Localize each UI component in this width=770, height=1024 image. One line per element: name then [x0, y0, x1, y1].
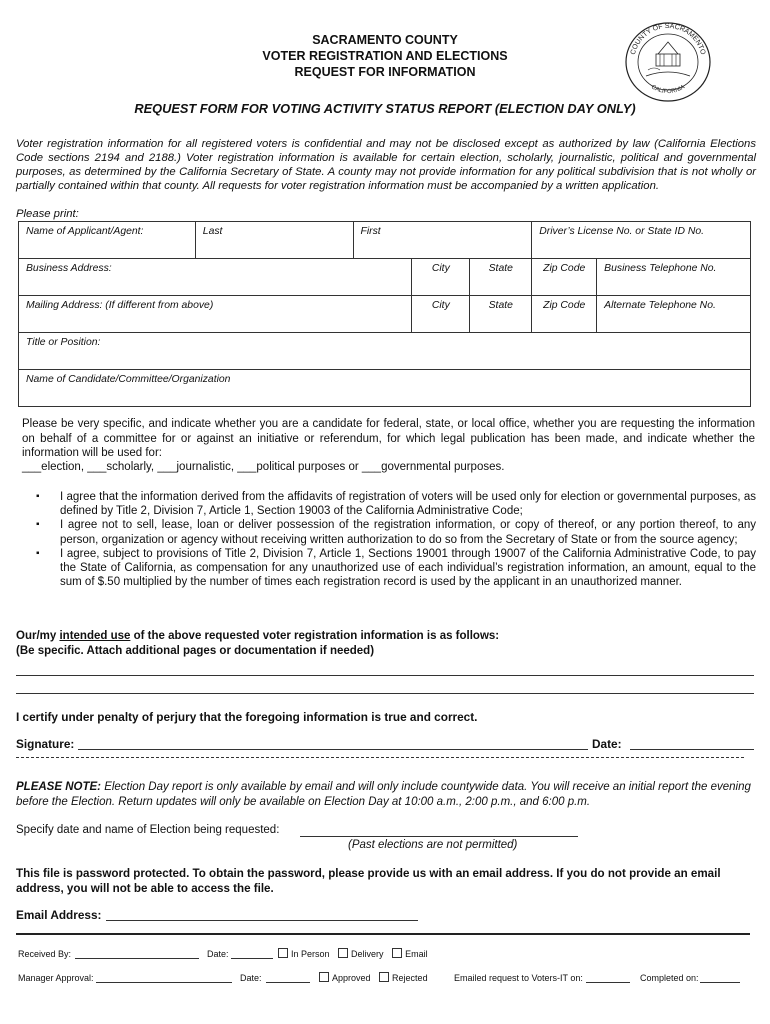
received-by-field[interactable]	[75, 949, 199, 959]
signature-field[interactable]	[78, 737, 588, 750]
specify-election-field[interactable]	[300, 824, 578, 837]
intro-paragraph: Voter registration information for all registered voters is confidential and may not be disclosed except as authorized by law (California Elections Code sections 2194 and 2188.) Voter registration information is available for certain election, scholarly, journalistic, political and governmental purposes, as determined by the California Secretary of State. A county may not provide information for any political subdivision that is not wholly or partially contained within that county. All requests for voter registration information must be accompanied by a written application.	[16, 138, 756, 192]
email-field[interactable]	[106, 908, 418, 921]
completed-on-label: Completed on:	[640, 973, 699, 983]
intended-use-suffix: of the above requested voter registration information is as follows:	[133, 630, 500, 642]
intended-use-line-2[interactable]	[16, 681, 754, 694]
candidate-name-label[interactable]: Name of Candidate/Committee/Organization	[19, 370, 751, 407]
header-department: VOTER REGISTRATION AND ELECTIONS	[262, 49, 508, 63]
mailing-state-label[interactable]: State	[470, 296, 532, 333]
specify-election-label: Specify date and name of Election being requested:	[16, 824, 280, 836]
received-date-label: Date:	[207, 949, 229, 959]
alternate-phone-label[interactable]: Alternate Telephone No.	[597, 296, 751, 333]
first-name-label[interactable]: First	[353, 222, 532, 259]
approval-date-field[interactable]	[266, 973, 310, 983]
email-method-label: Email	[405, 949, 428, 959]
received-by-label: Received By:	[18, 949, 72, 959]
business-city-label[interactable]: City	[412, 259, 470, 296]
approved-checkbox[interactable]	[319, 972, 329, 982]
mailing-city-label[interactable]: City	[412, 296, 470, 333]
please-note-text: Election Day report is only available by email and will only include countywide data. You will receive an initial report the evening before the Election. Return updates will only be available on Election Day at 10:00 a.m., 2:00 p.m., and 6:00 p.m.	[16, 781, 751, 808]
office-divider	[16, 933, 750, 935]
please-print-label: Please print:	[16, 208, 79, 220]
certify-statement: I certify under penalty of perjury that the foregoing information is true and correct.	[16, 710, 478, 724]
approved-label: Approved	[332, 973, 371, 983]
seal-top-text: COUNTY OF SACRAMENTO	[629, 22, 707, 56]
please-note	[16, 780, 752, 810]
license-label[interactable]: Driver’s License No. or State ID No.	[532, 222, 751, 259]
business-address-label[interactable]: Business Address:	[19, 259, 412, 296]
received-date-field[interactable]	[231, 949, 273, 959]
intended-use-label	[16, 630, 499, 642]
business-zip-label[interactable]: Zip Code	[532, 259, 597, 296]
agreement-list	[34, 490, 756, 589]
signature-date-label: Date:	[592, 737, 622, 751]
last-name-label[interactable]: Last	[195, 222, 353, 259]
agreement-item: ▪ I agree not to sell, lease, loan or deliver possession of the registration information, or copy of thereof, or any portion thereof, to any person, organization or agency without receiving written authorization to do so from the Secretary of State or from the source agency;	[34, 518, 756, 546]
signature-date-field[interactable]	[630, 737, 754, 750]
intended-use-note: (Be specific. Attach additional pages or documentation if needed)	[16, 645, 375, 657]
intended-use-underlined: intended use	[59, 630, 131, 642]
applicant-info-table	[18, 221, 751, 407]
email-checkbox[interactable]	[392, 948, 402, 958]
specific-paragraph: Please be very specific, and indicate whether you are a candidate for federal, state, or local office, whether you are requesting the information on behalf of a committee for or against an initiative or referendum, for which legal publication has been made, and indicate whether the information will be used for:	[22, 418, 755, 459]
manager-approval-label: Manager Approval:	[18, 973, 94, 983]
in-person-checkbox[interactable]	[278, 948, 288, 958]
approval-date-label: Date:	[240, 973, 262, 983]
password-note: This file is password protected. To obtain the password, please provide us with an email address. If you do not provide an email address, you will not be able to access the file.	[16, 867, 721, 895]
business-state-label[interactable]: State	[470, 259, 532, 296]
mailing-address-label[interactable]: Mailing Address: (If different from above)	[19, 296, 412, 333]
rejected-checkbox[interactable]	[379, 972, 389, 982]
email-label: Email Address:	[16, 908, 102, 922]
manager-approval-field[interactable]	[96, 973, 232, 983]
agreement-item: ▪ I agree that the information derived from the affidavits of registration of voters will be used only for election or governmental purposes, as defined by Title 2, Division 7, Article 1, Section 19003 of the California Administrative Code;	[34, 490, 756, 518]
intended-use-line-1[interactable]	[16, 663, 754, 676]
form-title: REQUEST FORM FOR VOTING ACTIVITY STATUS REPORT (ELECTION DAY ONLY)	[134, 101, 636, 116]
approval-status	[313, 972, 428, 983]
emailed-request-label: Emailed request to Voters-IT on:	[454, 973, 583, 983]
header-county: SACRAMENTO COUNTY	[312, 33, 458, 47]
title-position-label[interactable]: Title or Position:	[19, 333, 751, 370]
in-person-label: In Person	[291, 949, 330, 959]
delivery-label: Delivery	[351, 949, 384, 959]
svg-text:COUNTY OF SACRAMENTO	[630, 23, 706, 56]
agreement-item: ▪ I agree, subject to provisions of Title 2, Division 7, Article 1, Sections 19001 through 19007 of the California Administrative Code, to pay the State of California, as compensation for any unauthorized use of each individual’s registration information, an amount, equal to the sum of $.50 multiplied by the number of times each registration record is used by the applicant in an unauthorized manner.	[34, 547, 756, 590]
completed-on-field[interactable]	[700, 973, 740, 983]
delivery-checkbox[interactable]	[338, 948, 348, 958]
emailed-request-field[interactable]	[586, 973, 630, 983]
please-note-label: PLEASE NOTE:	[16, 781, 101, 793]
business-phone-label[interactable]: Business Telephone No.	[597, 259, 751, 296]
purposes-line[interactable]: ___election, ___scholarly, ___journalistic, ___political purposes or ___governmental purposes.	[22, 461, 505, 473]
intended-use-prefix: Our/my	[16, 630, 57, 642]
applicant-name-label[interactable]: Name of Applicant/Agent:	[19, 222, 196, 259]
rejected-label: Rejected	[392, 973, 428, 983]
signature-label: Signature:	[16, 737, 75, 751]
mailing-zip-label[interactable]: Zip Code	[532, 296, 597, 333]
divider	[16, 757, 744, 758]
past-elections-note: (Past elections are not permitted)	[348, 839, 518, 851]
received-method	[272, 948, 428, 959]
seal-bottom-text: CALIFORNIA	[649, 84, 687, 96]
svg-text:CALIFORNIA	[650, 84, 686, 95]
county-seal-icon	[622, 18, 714, 104]
header-request: REQUEST FOR INFORMATION	[294, 65, 476, 79]
